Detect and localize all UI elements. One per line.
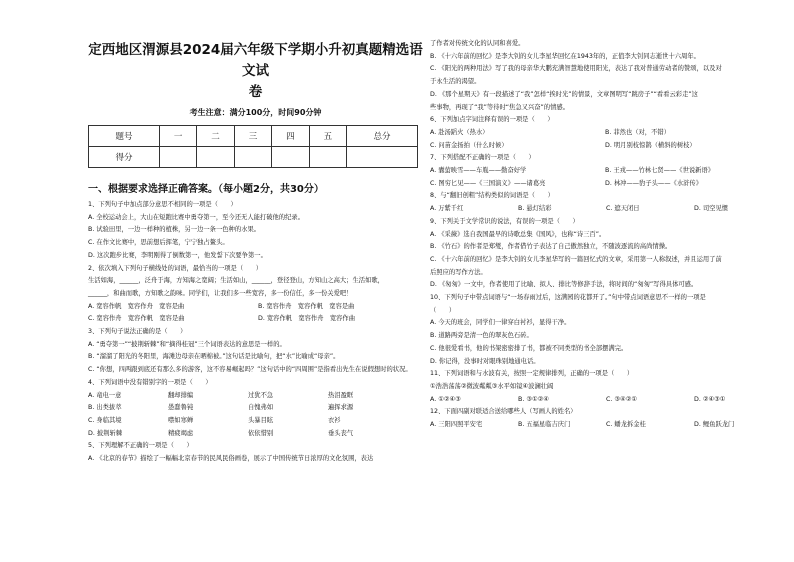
option-row <box>430 394 785 407</box>
score-table <box>88 125 418 168</box>
option-row <box>430 203 785 216</box>
question-line: B. 道路两旁是清一色的翠灰色石砖。 <box>430 332 533 340</box>
question-line: A. “勇夺第一”“披荆斩棘”和“摘得桂冠”三个词语表达的意思是一样的。 <box>88 340 286 348</box>
option-row <box>88 415 423 428</box>
option[interactable]: A. 万紫千红 <box>430 205 464 213</box>
question-line: B. 《十六年前的回忆》是李大钊的女儿李星华回忆在1943年的，正值李大钊同志逝世十六周年。 <box>430 52 700 60</box>
question-line: C. 《十六年前的回忆》是李大钊的女儿李星华写的一篇回忆式的文章，采用第一人称叙述，并且运用了前 <box>430 255 722 263</box>
question-line: B. 《竹石》的作者是郑燮，作者借竹子表达了自己傲然独立，不随波逐流的高尚情操。 <box>430 243 672 251</box>
section-heading: 一、根据要求选择正确答案。（每小题2分，共30分） <box>88 184 324 195</box>
option[interactable]: D. 林冲——豹子头——《水浒传》 <box>605 179 703 187</box>
question-line: 些事物，再现了“我”等待时“焦急又兴奋”的情感。 <box>430 103 569 111</box>
option[interactable]: C. 身临其境 <box>88 416 122 424</box>
question-line: D. 《匆匆》一文中，作者使用了比喻、拟人、排比等修辞手法，将时间的“匆匆”写得具体可感。 <box>430 281 698 289</box>
option-row <box>88 301 423 314</box>
left-column <box>88 30 423 466</box>
question-line: A. 《采薇》选自我国最早的诗歌总集《国风》，也称“诗三百”。 <box>430 230 606 238</box>
question-line: C. 在作文比赛中，思前想后挥笔，宁宁独占鳌头。 <box>88 239 229 247</box>
question-line: 后照应的写作方法。 <box>430 268 487 276</box>
score-row-label: 得分 <box>89 147 160 168</box>
right-question-block <box>430 38 785 432</box>
option-row <box>430 127 785 140</box>
exam-note: 考生注意：满分100分，时间90分钟 <box>189 108 322 117</box>
option-row <box>88 390 423 403</box>
option-row <box>430 140 785 153</box>
option[interactable]: B. 菲然也（对，不错） <box>605 128 670 136</box>
option[interactable]: A. 三阳四照平安宅 <box>430 421 483 429</box>
option[interactable]: B. 宽容作舟 宽容作帆 宽容是曲 <box>258 302 355 310</box>
option[interactable]: B. 悬灯结彩 <box>518 205 552 213</box>
option-word: 热泪盈眶 <box>328 391 354 399</box>
exam-title <box>88 40 423 103</box>
question-line: B. 试验田里，一边一样种的植株，另一边一条一色种的水果。 <box>88 226 261 234</box>
option-row <box>430 165 785 178</box>
title-line-1: 定西地区渭源县2024届六年级下学期小升初真题精选语文试 <box>88 42 423 79</box>
score-table-score-row <box>89 147 418 168</box>
score-header-cell: 四 <box>272 126 309 147</box>
option[interactable]: C. 图穷匕见——《三国演义》——诸葛亮 <box>430 179 546 187</box>
question-line: D. 这次跑步比赛，李明刚得了倒数第一，他发誓下次要争第一。 <box>88 251 267 259</box>
question-line: D. 你记得，没事时对眼珠别地通电话。 <box>430 357 540 365</box>
question-line: 11、下列词语和与水波有关，按照一定规律排列，正确的一项是（ ） <box>430 370 634 378</box>
score-cell[interactable] <box>234 147 271 168</box>
score-cell[interactable] <box>309 147 346 168</box>
option[interactable]: C. 问苗金扬拍（什么时候） <box>430 141 508 149</box>
option[interactable]: D. 宽容作帆 宽容作舟 宽容作曲 <box>258 315 356 323</box>
option-word: 愚蠢鲁钝 <box>168 404 194 412</box>
question-line: 8、与“翻旧创粗”结构类似的词语是（ ） <box>430 192 554 200</box>
question-line: C. 《阳光的两种用法》写了我的母亲华大鹏充满智慧地使用阳光，表达了我对普通劳动者的赞颂，以及对 <box>430 65 722 73</box>
question-line: 于永生活的渴望。 <box>430 78 481 86</box>
option[interactable]: C. 宽容作舟 宽容作帆 宽容是曲 <box>88 315 185 323</box>
question-line: ①浩浩荡荡②微波粼粼③水平如镜④波澜壮阔 <box>430 382 554 390</box>
score-header-cell: 二 <box>197 126 234 147</box>
score-cell[interactable] <box>197 147 234 168</box>
left-question-block <box>88 199 423 466</box>
question-line: 2、依次填入下列句子横线处的词语，最恰当的一项是（ ） <box>88 264 263 272</box>
option[interactable]: A. 囊萤映雪——车胤——勤奋好学 <box>430 167 527 175</box>
right-column <box>430 30 785 432</box>
option[interactable]: D. ②④③① <box>694 395 726 403</box>
option-word: 衣衫 <box>328 416 341 424</box>
question-line: A. 今天的班会，同学们一律穿白衬衫，显得干净。 <box>430 319 571 327</box>
score-cell[interactable] <box>159 147 196 168</box>
question-line: 生活如海，______，泛舟于海，方知海之宽阔；生活如山，______，登径登山，方知山之高大；生活如歌， <box>88 277 384 285</box>
question-line: 12、下面四副对联适合送给哪些人（写画人的姓名） <box>430 408 577 416</box>
option[interactable]: B. 王戎——竹林七贤——《世说新语》 <box>605 167 715 175</box>
question-line: 3、下列句子说法正确的是（ ） <box>88 328 187 336</box>
option-row <box>88 428 423 441</box>
option[interactable]: A. ①②④③ <box>430 395 461 403</box>
question-line: 7、下列搭配不正确的一项是（ ） <box>430 154 535 162</box>
question-line: ______，和曲而歌，方知歌之韵味。同学们，让我们多一些宽容，多一份信任，多一份关爱吧！ <box>88 289 353 297</box>
question-line: 9、下列关于文学常识的说法，有误的一项是（ ） <box>430 217 579 225</box>
option-word: 翻却排编 <box>168 391 194 399</box>
option-word: 精疲竭虑 <box>168 429 194 437</box>
option[interactable]: A. 赴汤蹈火（热水） <box>430 128 489 136</box>
option[interactable]: B. ③①②④ <box>518 395 549 403</box>
question-line: 1、下列句子中加点部分意思不相同的一项是（ ） <box>88 201 237 208</box>
question-line: 4、下列词语中没有错别字的一项是（ ） <box>88 378 212 386</box>
option-word: 头暴目眩 <box>248 416 274 424</box>
question-line: （ ） <box>430 306 456 314</box>
option[interactable]: B. 五福星临吉庆门 <box>518 421 571 429</box>
question-line: D. 《那个星期天》有一段描述了“我”怎样“挨时光”的情景，文章图明写“跳房子”“看看云彩走”这 <box>430 90 698 98</box>
option[interactable]: A. 宽容作帆 宽容作舟 宽容是曲 <box>88 302 185 310</box>
question-line: 10、下列句子中带点词语与“一场春雨过后，这满园的花都开了。”句中带点词语意思不一样的一项是 <box>430 294 706 302</box>
option-word: 噤如寒蝉 <box>168 416 194 424</box>
option[interactable]: B. 出类拔萃 <box>88 404 122 412</box>
question-line: B. “溜溜了阳光的冬阳里，海滩边母亲在晒棉被。”这句话是比喻句，把“水”比喻成“母亲”。 <box>88 353 340 361</box>
option-word: 自愧弗如 <box>248 404 274 412</box>
score-cell[interactable] <box>347 147 418 168</box>
score-header-cell: 题号 <box>89 126 160 147</box>
question-line: C. 他很爱看书，他的书架密密排了书，都被不同类型的书全部摆满完。 <box>430 344 628 352</box>
title-line-2: 卷 <box>248 84 263 100</box>
option[interactable]: D. 明月别枝惊鹊（横斜的树枝） <box>605 141 696 149</box>
option[interactable]: C. ③④②① <box>606 395 637 403</box>
score-cell[interactable] <box>272 147 309 168</box>
question-line: C. “你想，四两跟到底还有那么多的游客，这不容易崛起吗？”这句话中的“四周围”是指看出先生在说假想时的状况。 <box>88 366 412 374</box>
option-row <box>88 313 423 326</box>
option[interactable]: C. 遮天闭日 <box>606 205 640 213</box>
option-row <box>88 402 423 415</box>
option[interactable]: D. 鲤鱼跃龙门 <box>694 421 735 429</box>
score-header-cell: 五 <box>309 126 346 147</box>
question-line: A. 全校运动会上，大山在短跑比赛中勇夺第一，至今还无人能打破他的纪录。 <box>88 213 304 221</box>
score-table-header-row <box>89 126 418 147</box>
score-header-cell: 总分 <box>347 126 418 147</box>
question-line: 了作者对传统文化的认同和喜爱。 <box>430 40 525 47</box>
question-line: 5、下列理解不正确的一项是（ ） <box>88 442 193 450</box>
option[interactable]: C. 蟠龙拆金桂 <box>606 421 646 429</box>
score-header-cell: 一 <box>159 126 196 147</box>
option-word: 依依惜别 <box>248 429 274 437</box>
option-word: 垂头丧气 <box>328 429 354 437</box>
question-line: 6、下列加点字词注释有误的一项是（ ） <box>430 116 554 124</box>
option-word: 遍挥求源 <box>328 404 354 412</box>
option[interactable]: A. 竜电一意 <box>88 391 122 399</box>
option[interactable]: D. 披荆斩棘 <box>88 429 123 437</box>
score-header-cell: 三 <box>234 126 271 147</box>
option-row <box>430 178 785 191</box>
option[interactable]: D. 司空见惯 <box>694 205 729 213</box>
question-line: A. 《北京的春节》描绘了一幅幅北京春节的民风民俗画卷，展示了中国传统节日浓厚的文化氛围，表达 <box>88 455 374 463</box>
option-row <box>430 419 785 432</box>
option-word: 过犹不急 <box>248 391 274 399</box>
